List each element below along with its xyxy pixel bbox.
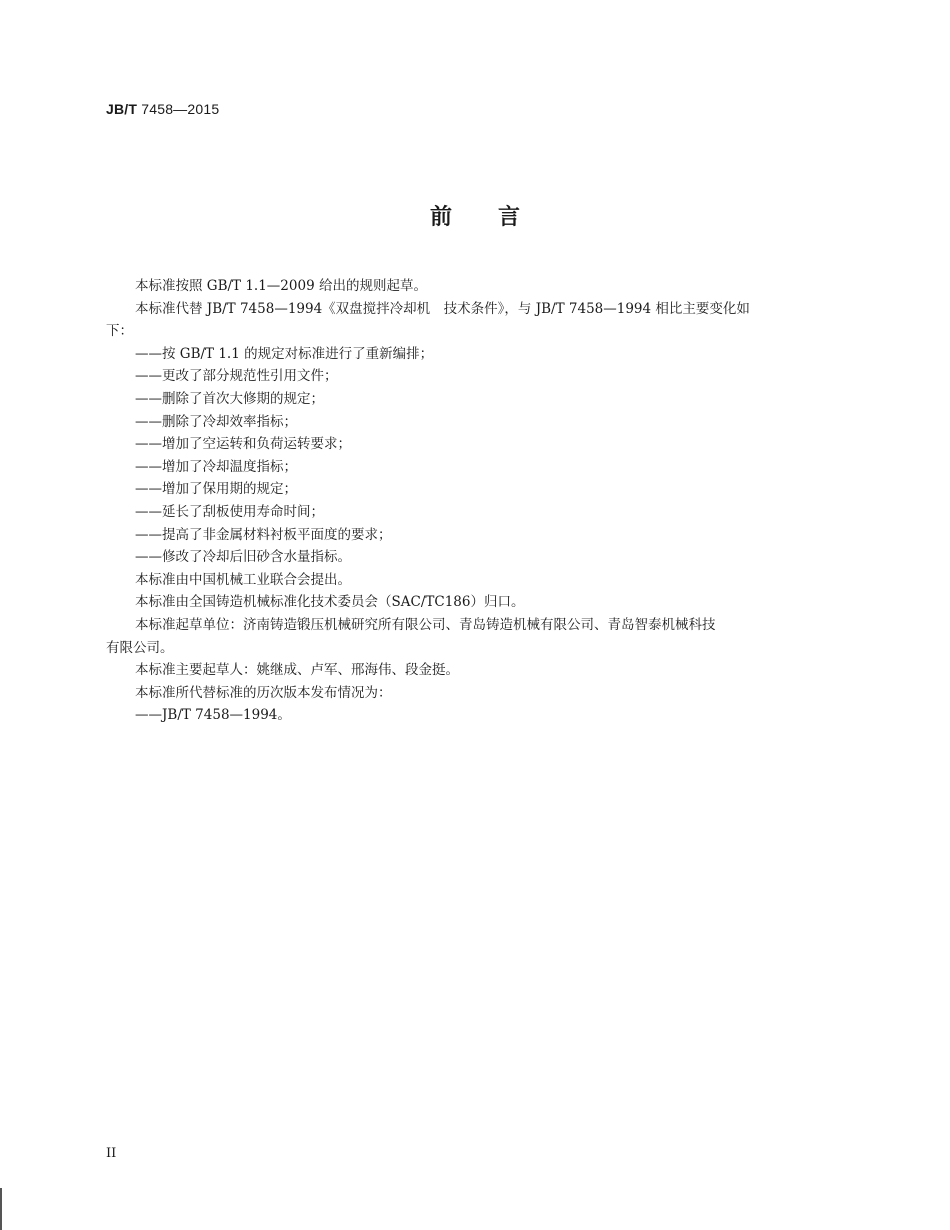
paragraph-text: ——延长了刮板使用寿命时间； — [135, 503, 324, 520]
page-number: II — [106, 1146, 117, 1161]
foreword-paragraph — [106, 614, 796, 659]
title-char-2: 言 — [498, 205, 521, 230]
standard-code-prefix: JB/T — [106, 101, 138, 117]
foreword-paragraph — [106, 433, 796, 456]
foreword-paragraph — [106, 298, 796, 343]
paragraph-text: ——更改了部分规范性引用文件； — [135, 368, 338, 385]
foreword-paragraph — [106, 478, 796, 501]
page-title — [0, 200, 950, 231]
paragraph-text: 本标准代替 JB/T 7458—1994《双盘搅拌冷却机 技术条件》，与 JB/T 7458—1994 相比主要变化如 — [135, 300, 750, 317]
paragraph-text: ——按 GB/T 1.1 的规定对标准进行了重新编排； — [135, 345, 434, 362]
page-edge-mark — [0, 1188, 2, 1230]
foreword-paragraph — [106, 704, 796, 727]
title-char-1: 前 — [429, 205, 452, 230]
foreword-paragraph — [106, 411, 796, 434]
paragraph-text: ——删除了冷却效率指标； — [135, 413, 297, 430]
foreword-paragraph — [106, 524, 796, 547]
foreword-paragraph — [106, 365, 796, 388]
foreword-paragraph — [106, 591, 796, 614]
paragraph-continuation: 下： — [106, 323, 133, 340]
foreword-paragraph — [106, 569, 796, 592]
paragraph-text: 本标准按照 GB/T 1.1—2009 给出的规则起草。 — [135, 278, 427, 294]
paragraph-text: 本标准由全国铸造机械标准化技术委员会（SAC/TC186）归口。 — [135, 594, 525, 611]
paragraph-continuation: 有限公司。 — [106, 639, 174, 656]
foreword-paragraph — [106, 659, 796, 682]
paragraph-text: ——增加了保用期的规定； — [135, 481, 297, 498]
paragraph-text: ——增加了空运转和负荷运转要求； — [135, 436, 351, 453]
paragraph-text: ——提高了非金属材料衬板平面度的要求； — [135, 526, 392, 543]
foreword-paragraph — [106, 343, 796, 366]
paragraph-text: ——修改了冷却后旧砂含水量指标。 — [135, 549, 351, 566]
foreword-paragraph — [106, 456, 796, 479]
paragraph-text: 本标准由中国机械工业联合会提出。 — [135, 571, 351, 588]
foreword-paragraph — [106, 275, 796, 298]
paragraph-text: 本标准所代替标准的历次版本发布情况为： — [135, 684, 392, 701]
standard-code-header — [106, 101, 219, 117]
foreword-paragraph — [106, 388, 796, 411]
paragraph-text: 本标准主要起草人：姚继成、卢军、邢海伟、段金挺。 — [135, 662, 459, 679]
foreword-paragraph — [106, 546, 796, 569]
paragraph-text: ——JB/T 7458—1994。 — [135, 707, 291, 724]
paragraph-text: ——增加了冷却温度指标； — [135, 458, 297, 475]
standard-code-number: 7458—2015 — [137, 101, 220, 117]
foreword-paragraph — [106, 501, 796, 524]
foreword-body — [106, 275, 796, 727]
paragraph-text: 本标准起草单位：济南铸造锻压机械研究所有限公司、青岛铸造机械有限公司、青岛智泰机械科技 — [135, 616, 716, 633]
paragraph-text: ——删除了首次大修期的规定； — [135, 390, 324, 407]
foreword-paragraph — [106, 682, 796, 705]
